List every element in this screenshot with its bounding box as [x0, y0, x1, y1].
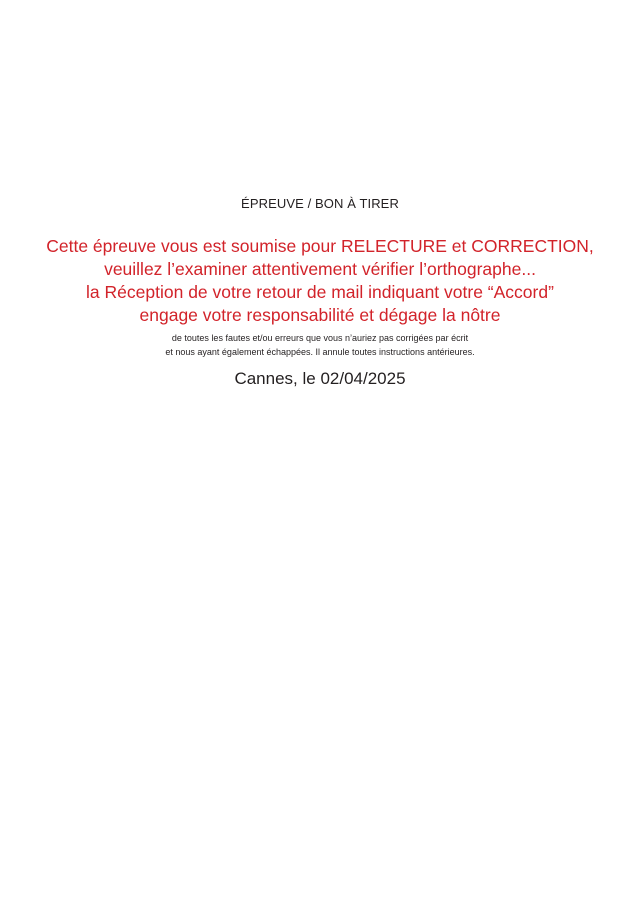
date-line: Cannes, le 02/04/2025	[234, 369, 406, 388]
proof-title: ÉPREUVE / BON À TIRER	[241, 196, 399, 211]
fine-print-line: et nous ayant également échappées. Il annule toutes instructions antérieures.	[165, 346, 475, 357]
fine-print	[0, 332, 640, 359]
proof-notice	[0, 235, 640, 327]
notice-line: veuillez l’examiner attentivement vérifier l’orthographe...	[104, 259, 536, 279]
notice-line: engage votre responsabilité et dégage la nôtre	[139, 305, 501, 325]
fine-print-line: de toutes les fautes et/ou erreurs que vous n’auriez pas corrigées par écrit	[171, 333, 469, 343]
notice-line: la Réception de votre retour de mail indiquant votre “Accord”	[86, 282, 554, 302]
notice-line: Cette épreuve vous est soumise pour RELECTURE et CORRECTION,	[46, 236, 594, 256]
